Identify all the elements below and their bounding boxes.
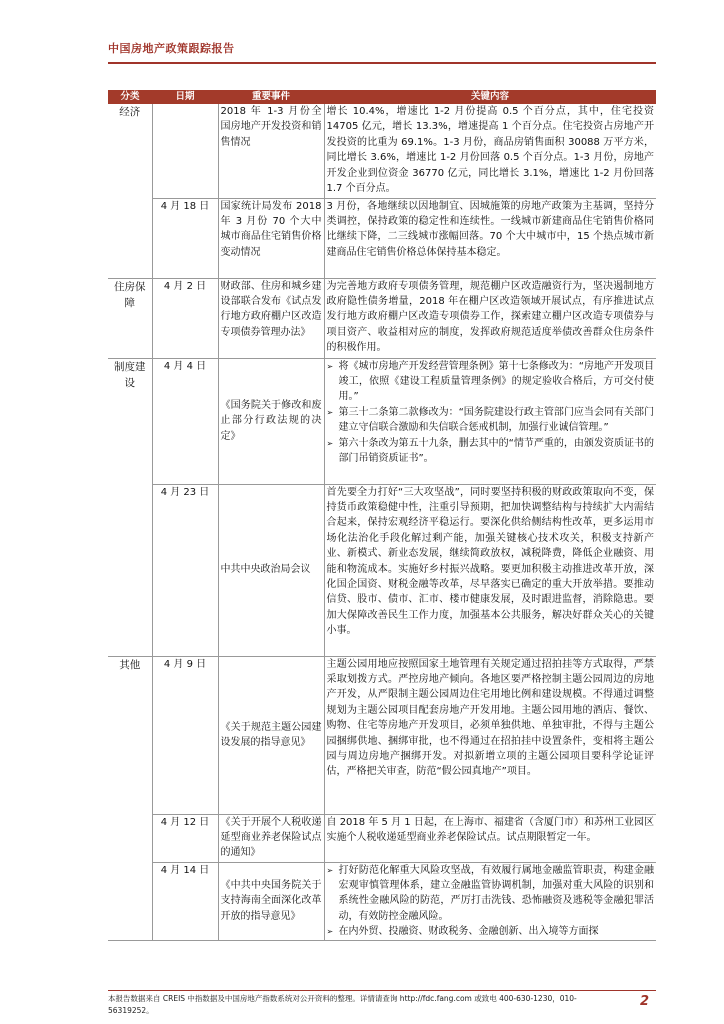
arrow-bullet-icon: ➢ <box>326 927 334 937</box>
row-event: 财政部、住房和城乡建设部联合发布《试点发行地方政府棚户区改造专项债券管理办法》 <box>218 278 324 358</box>
row-content: 增长 10.4%，增速比 1-2 月份提高 0.5 个百分点，其中，住宅投资 14705 亿元，增长 13.3%，增速提高 1 个百分点。住宅投资占房地产开发投资的比重为 69.1%。1-3 月份，商品房销售面积 30088 万平方米，同比增长 3.6%，增速比 1-2 月份回落 0.5 个百分点。1-3 月份，房地产开发企业到位资金 36770 亿元，同比增长 3.1%，增速比 1-2 月份回落 1.7 个百分点。 <box>324 104 656 198</box>
category-economy: 经济 <box>108 104 152 278</box>
table-row <box>108 358 656 484</box>
row-event: 2018 年 1-3 月份全国房地产开发投资和销售情况 <box>218 104 324 198</box>
table-row <box>108 104 656 198</box>
bullet-text: 第六十条改为第五十九条，删去其中的“情节严重的，由颁发资质证书的部门吊销资质证书”。 <box>338 437 654 464</box>
bullet-text: 打好防范化解重大风险攻坚战，有效履行属地金融监管职责，构建金融宏观审慎管理体系，建立金融监管协调机制，加强对重大风险的识别和系统性金融风险的防范，严厉打击洗钱、恐怖融资及逃税等金融犯罪活动，有效防控金融风险。 <box>338 864 654 922</box>
row-date: 4 月 23 日 <box>152 484 218 656</box>
bullet-text: 第三十二条第二款修改为：“国务院建设行政主管部门应当会同有关部门建立守信联合激励和失信联合惩戒机制，加强行业诚信管理。” <box>338 406 654 434</box>
row-content: 自 2018 年 5 月 1 日起，在上海市、福建省（含厦门市）和苏州工业园区实施个人税收递延型商业养老保险试点。试点期限暂定一年。 <box>324 814 656 862</box>
footer-rule <box>108 990 656 991</box>
column-header-content: 关键内容 <box>324 90 656 104</box>
arrow-bullet-icon: ➢ <box>326 865 334 875</box>
column-header-event: 重要事件 <box>218 90 324 104</box>
header-rule <box>108 62 656 64</box>
table-row <box>108 814 656 862</box>
arrow-bullet-icon: ➢ <box>326 438 334 448</box>
list-item <box>327 436 655 467</box>
row-event: 国家统计局发布 2018 年 3 月份 70 个大中城市商品住宅销售价格变动情况 <box>218 198 324 278</box>
bullet-text: 在内外贸、投融资、财政税务、金融创新、出入境等方面探 <box>338 926 599 938</box>
row-date: 4 月 4 日 <box>152 358 218 484</box>
footer-source-note: 本报告数据来自 CREIS 中指数据及中国房地产指数系统对公开资料的整理。详情请查询 http://fdc.fang.com 或致电 400-630-1230，010-56319252。 <box>108 994 577 1015</box>
policy-table <box>108 90 656 941</box>
table-row <box>108 278 656 358</box>
row-event: 中共中央政治局会议 <box>218 484 324 656</box>
row-content: 为完善地方政府专项债务管理，规范棚户区改造融资行为，坚决遏制地方政府隐性债务增量，2018 年在棚户区改造领域开展试点，有序推进试点发行地方政府棚户区改造专项债券工作，探索建立棚户区改造专项债券与项目资产、收益相对应的制度，发挥政府规范适度举债改善群众住房条件的积极作用。 <box>324 278 656 358</box>
row-date-empty <box>152 104 218 198</box>
category-system: 制度建设 <box>108 358 152 656</box>
category-other: 其他 <box>108 656 152 940</box>
table-row <box>108 198 656 278</box>
table-header-row <box>108 90 656 104</box>
column-header-date: 日期 <box>152 90 218 104</box>
page-number: 2 <box>640 994 650 1009</box>
table-row <box>108 862 656 940</box>
row-date: 4 月 12 日 <box>152 814 218 862</box>
list-item <box>327 863 655 925</box>
report-header-title: 中国房地产政策跟踪报告 <box>108 42 235 55</box>
category-housing: 住房保障 <box>108 278 152 358</box>
row-date: 4 月 18 日 <box>152 198 218 278</box>
row-event: 《关于规范主题公园建设发展的指导意见》 <box>218 656 324 814</box>
table-row <box>108 484 656 656</box>
table-row <box>108 656 656 814</box>
bullet-text: 将《城市房地产开发经营管理条例》第十七条修改为：“房地产开发项目竣工，依照《建设工程质量管理条例》的规定验收合格后，方可交付使用。” <box>338 360 654 403</box>
list-item <box>327 359 655 405</box>
arrow-bullet-icon: ➢ <box>326 361 334 371</box>
row-date: 4 月 9 日 <box>152 656 218 814</box>
row-date: 4 月 14 日 <box>152 862 218 940</box>
list-item <box>327 405 655 436</box>
row-content: 主题公园用地应按照国家土地管理有关规定通过招拍挂等方式取得，严禁采取划拨方式。严控房地产倾向。各地区要严格控制主题公园周边的房地产开发，从严限制主题公园周边住宅用地比例和建设规模。不得通过调整规划为主题公园项目配套房地产开发用地。主题公园用地的酒店、餐饮、购物、住宅等房地产开发项目，必须单独供地、单独审批，不得与主题公园捆绑供地、捆绑审批，也不得通过在招拍挂中设置条件，变相将主题公园与周边房地产捆绑开发。对拟新增立项的主题公园项目要科学论证评估，严格把关审查，防范“假公园真地产”项目。 <box>324 656 656 814</box>
row-event: 《中共中央国务院关于支持海南全面深化改革开放的指导意见》 <box>218 862 324 940</box>
row-content-bullets <box>324 862 656 940</box>
arrow-bullet-icon: ➢ <box>326 407 334 417</box>
column-header-category: 分类 <box>108 90 152 104</box>
list-item <box>327 924 655 939</box>
row-content-bullets <box>324 358 656 484</box>
row-event: 《国务院关于修改和废止部分行政法规的决定》 <box>218 358 324 484</box>
row-content: 3 月份，各地继续以因地制宜、因城施策的房地产政策为主基调，坚持分类调控，保持政策的稳定性和连续性。一线城市新建商品住宅销售价格同比继续下降，二三线城市涨幅回落。70 个大中城市中，15 个热点城市新建商品住宅销售价格总体保持基本稳定。 <box>324 198 656 278</box>
row-event: 《关于开展个人税收递延型商业养老保险试点的通知》 <box>218 814 324 862</box>
row-content: 首先要全力打好“三大攻坚战”，同时要坚持积极的财政政策取向不变，保持货币政策稳健中性，注重引导预期，把加快调整结构与持续扩大内需结合起来，保持宏观经济平稳运行。要深化供给侧结构性改革，更多运用市场化法治化手段化解过剩产能，加强关键核心技术攻关，积极支持新产业、新模式、新业态发展，继续简政放权，减税降费，降低企业融资、用能和物流成本。实施好乡村振兴战略。要更加积极主动推进改革开放，深化国企国资、财税金融等改革，尽早落实已确定的重大开放举措。要推动信贷、股市、债市、汇市、楼市健康发展，及时跟进监督，消除隐患。要加大保障改善民生工作力度，加强基本公共服务，解决好群众关心的关键小事。 <box>324 484 656 656</box>
row-date: 4 月 2 日 <box>152 278 218 358</box>
